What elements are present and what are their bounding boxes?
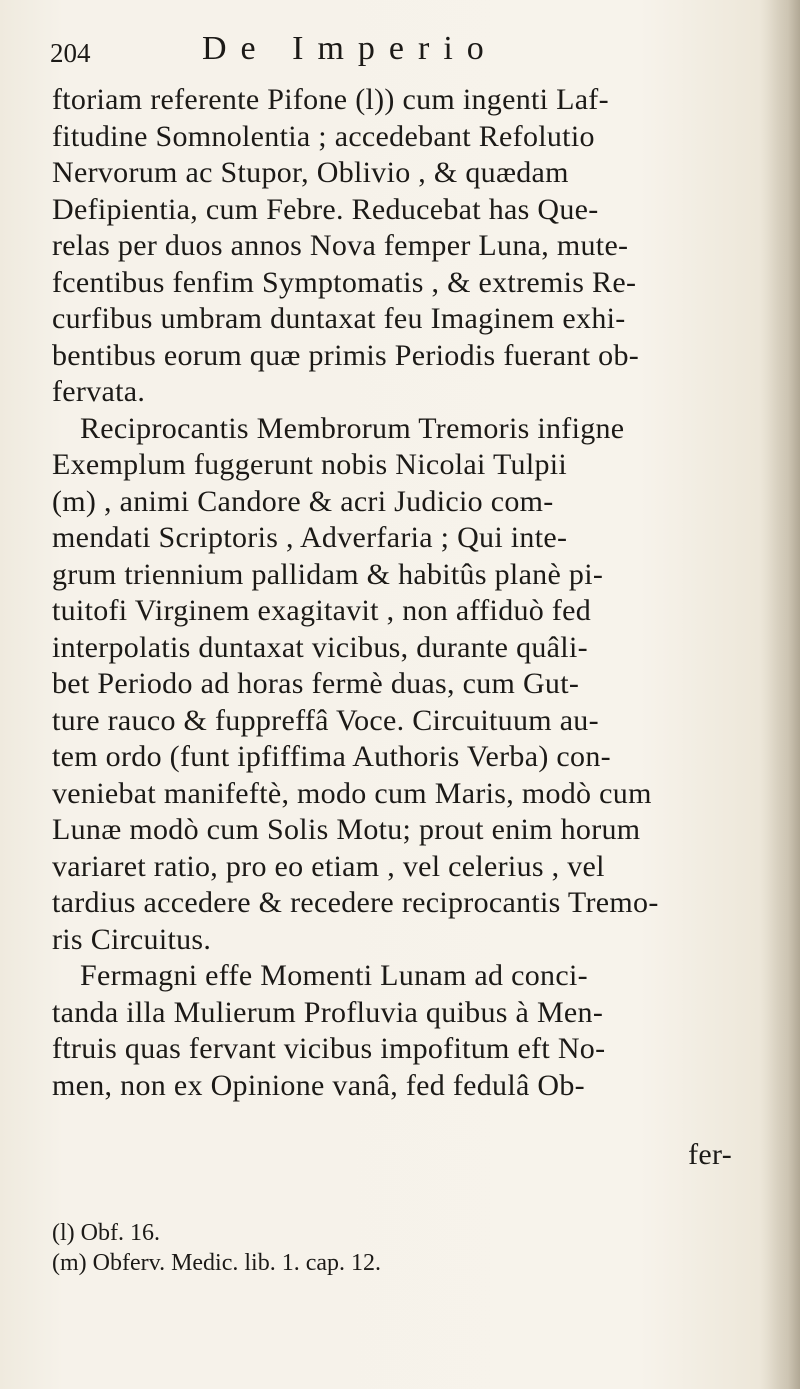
text-line: ftruis quas fervant vicibus impofitum eft No- — [52, 1032, 606, 1065]
text-line: mendati Scriptoris , Adverfaria ; Qui inte- — [52, 521, 568, 554]
text-line: relas per duos annos Nova femper Luna, mute- — [52, 229, 629, 262]
text-line: Defipientia, cum Febre. Reducebat has Que- — [52, 192, 599, 226]
text-line: fcentibus fenfim Symptomatis , & extremis Re- — [52, 265, 637, 299]
text-line: Fermagni effe Momenti Lunam ad conci- — [80, 959, 588, 992]
text-line: ture rauco & fuppreffâ Voce. Circuituum au- — [52, 703, 599, 737]
text-line: variaret ratio, pro eo etiam , vel celerius , vel — [52, 849, 605, 883]
footnotes — [52, 1218, 652, 1278]
text-line: tuitofi Virginem exagitavit , non affiduò fed — [52, 594, 592, 627]
text-line: veniebat manifeftè, modo cum Maris, modò cum — [52, 776, 652, 810]
body-text — [52, 82, 732, 1104]
page-number: 204 — [50, 38, 91, 68]
text-line: tanda illa Mulierum Profluvia quibus à Men- — [52, 995, 604, 1029]
text-line: fervata. — [52, 375, 146, 408]
text-line: tem ordo (funt ipfiffima Authoris Verba) con- — [52, 740, 611, 773]
text-line: bet Periodo ad horas fermè duas, cum Gut- — [52, 667, 580, 700]
text-line: (m) , animi Candore & acri Judicio com- — [52, 484, 554, 518]
footnote-m: (m) Obferv. Medic. lib. 1. cap. 12. — [52, 1250, 382, 1276]
page-gutter-shadow — [760, 0, 800, 1389]
catchword: fer- — [688, 1138, 732, 1171]
running-title: De Imperio — [202, 30, 498, 67]
text-line: tardius accedere & recedere reciprocantis Tremo- — [52, 886, 659, 919]
text-line: Reciprocantis Membrorum Tremoris infigne — [80, 411, 625, 445]
footnote-l: (l) Obf. 16. — [52, 1220, 160, 1246]
text-line: ftoriam referente Pifone (l)) cum ingenti Laf- — [52, 83, 609, 116]
text-line: men, non ex Opinione vanâ, fed fedulâ Ob- — [52, 1068, 585, 1102]
text-line: curfibus umbram duntaxat feu Imaginem exhi- — [52, 302, 626, 335]
page-header — [50, 30, 750, 80]
text-line: fitudine Somnolentia ; accedebant Refolutio — [52, 119, 595, 153]
text-line: Lunæ modò cum Solis Motu; prout enim horum — [52, 813, 641, 846]
text-line: interpolatis duntaxat vicibus, durante quâli- — [52, 630, 588, 664]
text-line: bentibus eorum quæ primis Periodis fuerant ob- — [52, 338, 640, 372]
text-line: Exemplum fuggerunt nobis Nicolai Tulpii — [52, 448, 568, 481]
text-line: grum triennium pallidam & habitûs planè pi- — [52, 557, 604, 591]
text-line: ris Circuitus. — [52, 922, 212, 956]
text-line: Nervorum ac Stupor, Oblivio , & quædam — [52, 156, 569, 189]
